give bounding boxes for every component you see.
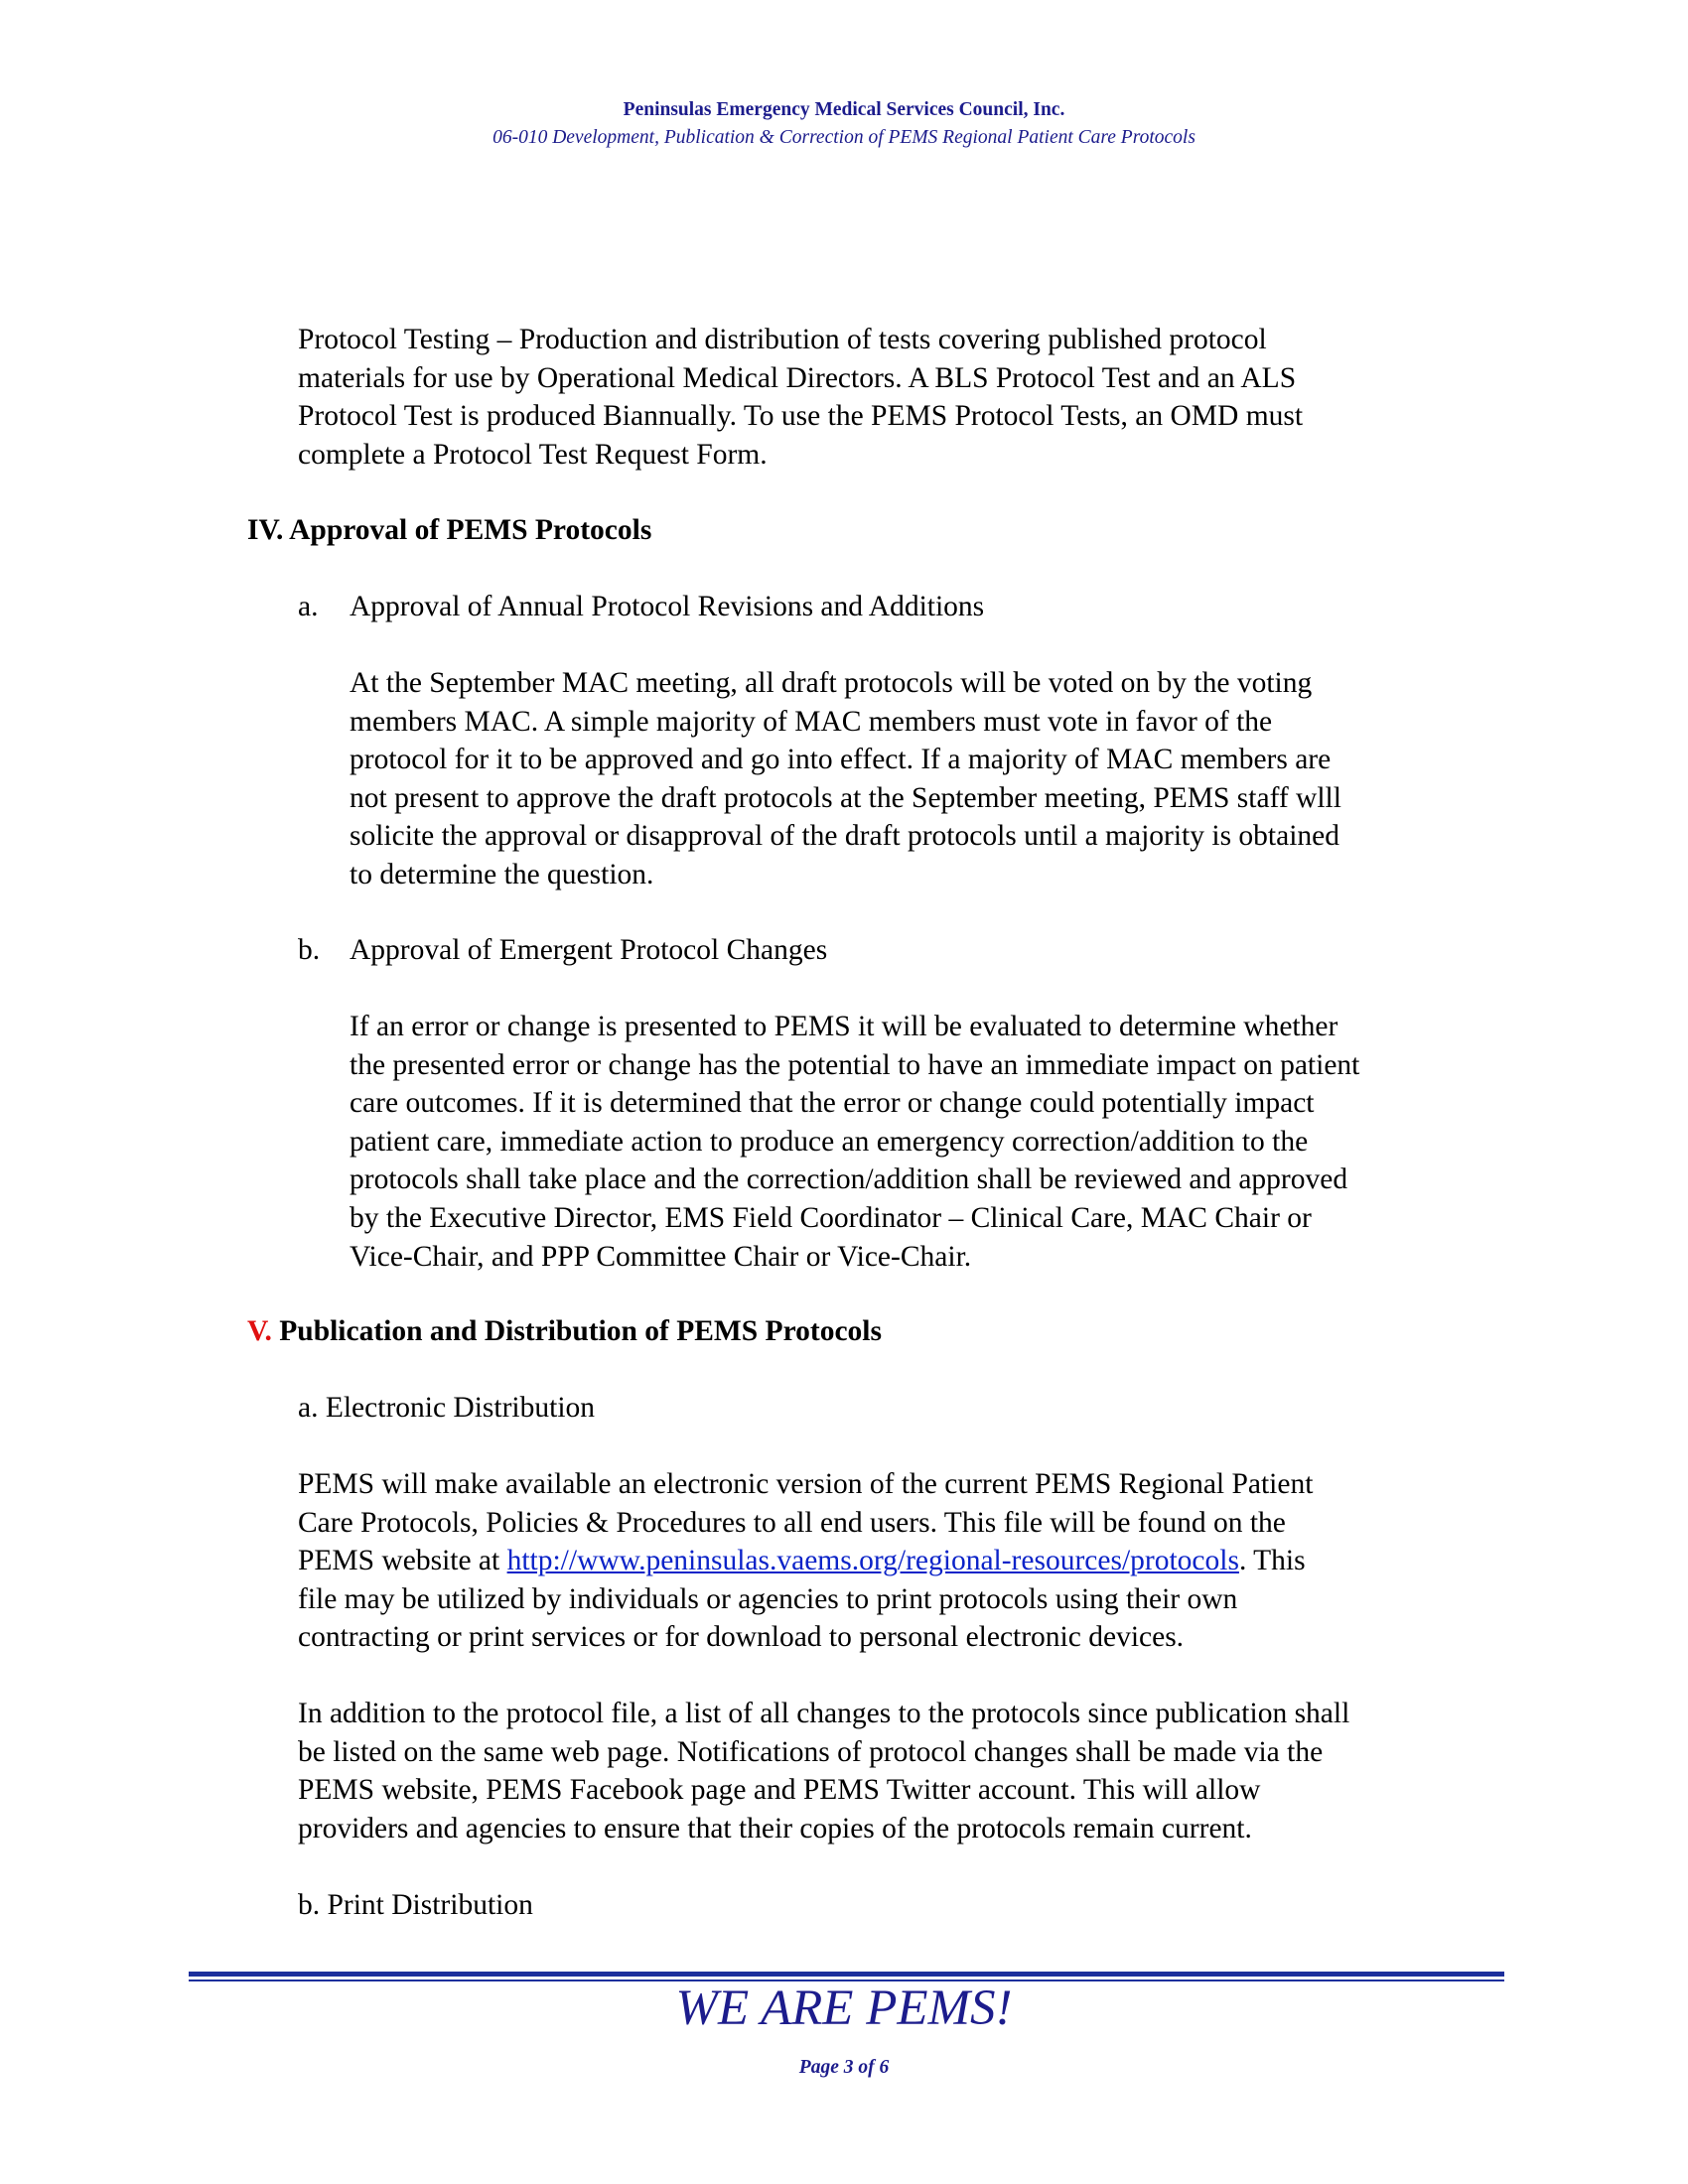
section-v-heading <box>247 1312 882 1350</box>
protocol-testing-paragraph <box>298 321 1303 474</box>
approval-emergent-paragraph <box>350 1008 1359 1276</box>
item-title: Approval of Annual Protocol Revisions and Additions <box>350 591 985 622</box>
electronic-distribution-paragraph <box>298 1465 1313 1657</box>
text-line: solicite the approval or disapproval of the draft protocols until a majority is obtained <box>350 820 1340 853</box>
print-distribution-title: b. Print Distribution <box>298 1889 533 1921</box>
section-v-numeral: V. <box>247 1315 272 1347</box>
text-fragment: . This <box>1238 1545 1306 1577</box>
change-notification-paragraph <box>298 1695 1349 1847</box>
text-line: protocol for it to be approved and go into effect. If a majority of MAC members are <box>350 744 1332 776</box>
text-line: Vice-Chair, and PPP Committee Chair or Vice-Chair. <box>350 1240 972 1273</box>
header-organization: Peninsulas Emergency Medical Services Council, Inc. <box>623 99 1065 120</box>
text-line: PEMS website, PEMS Facebook page and PEMS Twitter account. This will allow <box>298 1774 1261 1807</box>
item-marker: a. <box>298 591 319 622</box>
text-line: not present to approve the draft protocols at the September meeting, PEMS staff wlll <box>350 781 1341 814</box>
text-line: Care Protocols, Policies & Procedures to all end users. This file will be found on the <box>298 1506 1286 1539</box>
text-fragment: PEMS website at <box>298 1545 507 1577</box>
text-line: members MAC. A simple majority of MAC members must vote in favor of the <box>350 705 1273 738</box>
text-line: protocols shall take place and the correction/addition shall be reviewed and approved <box>350 1163 1348 1196</box>
text-line: PEMS will make available an electronic version of the current PEMS Regional Patient <box>298 1468 1314 1500</box>
approval-annual-paragraph <box>350 664 1341 894</box>
footer-slogan: WE ARE PEMS! <box>675 1980 1013 2036</box>
item-title: Approval of Emergent Protocol Changes <box>350 934 828 966</box>
page-number: Page 3 of 6 <box>798 2057 890 2078</box>
text-line: patient care, immediate action to produce an emergency correction/addition to the <box>350 1125 1309 1158</box>
text-line: to determine the question. <box>350 858 654 890</box>
text-line: providers and agencies to ensure that their copies of the protocols remain current. <box>298 1812 1252 1844</box>
text-line: At the September MAC meeting, all draft protocols will be voted on by the voting <box>350 667 1313 699</box>
text-line: file may be utilized by individuals or agencies to print protocols using their own <box>298 1582 1238 1615</box>
text-line: materials for use by Operational Medical Directors. A BLS Protocol Test and an ALS <box>298 361 1297 394</box>
text-line: be listed on the same web page. Notifications of protocol changes shall be made via the <box>298 1735 1324 1768</box>
text-line: If an error or change is presented to PEMS it will be evaluated to determine whether <box>350 1011 1338 1042</box>
text-line: complete a Protocol Test Request Form. <box>298 438 768 471</box>
section-iv-heading: IV. Approval of PEMS Protocols <box>247 514 652 546</box>
text-line: by the Executive Director, EMS Field Coordinator – Clinical Care, MAC Chair or <box>350 1201 1312 1234</box>
item-marker: b. <box>298 934 321 966</box>
header-document-title: 06-010 Development, Publication & Correction of PEMS Regional Patient Care Protocols <box>492 127 1196 148</box>
text-line: the presented error or change has the potential to have an immediate impact on patient <box>350 1048 1360 1081</box>
text-line: care outcomes. If it is determined that the error or change could potentially impact <box>350 1087 1315 1120</box>
section-v-heading-text: Publication and Distribution of PEMS Protocols <box>279 1315 882 1347</box>
footer-rule <box>189 1972 1504 1977</box>
text-line <box>298 1542 1313 1580</box>
electronic-distribution-title: a. Electronic Distribution <box>298 1392 596 1424</box>
text-line: Protocol Test is produced Biannually. To use the PEMS Protocol Tests, an OMD must <box>298 400 1304 433</box>
protocols-link[interactable]: http://www.peninsulas.vaems.org/regional-resources/protocols <box>506 1545 1239 1577</box>
text-line: contracting or print services or for download to personal electronic devices. <box>298 1621 1185 1654</box>
text-line: In addition to the protocol file, a list of all changes to the protocols since publication shall <box>298 1698 1350 1729</box>
text-line: Protocol Testing – Production and distribution of tests covering published protocol <box>298 324 1267 355</box>
